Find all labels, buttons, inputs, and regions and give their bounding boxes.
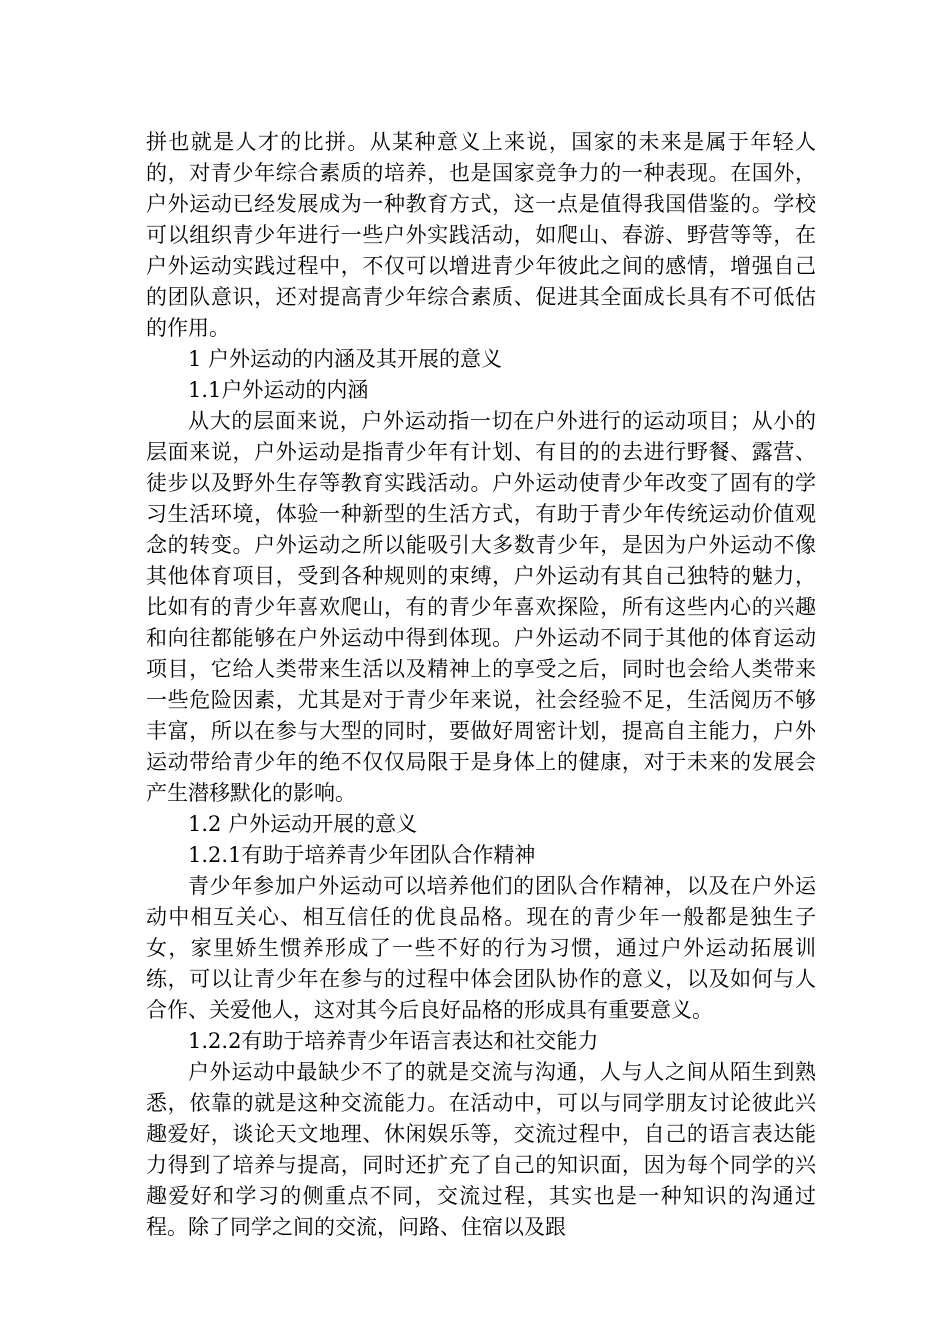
body-paragraph: 拼也就是人才的比拼。从某种意义上来说，国家的未来是属于年轻人的，对青少年综合素质的培养，也是国家竞争力的一种表现。在国外，户外运动已经发展成为一种教育方式，这一点是值得我国借鉴的。学校可以组织青少年进行一些户外实践活动，如爬山、春游、野营等等，在户外运动实践过程中，不仅可以增进青少年彼此之间的感情，增强自己的团队意识，还对提高青少年综合素质、促进其全面成长具有不可低估的作用。 [146, 130, 816, 340]
subsubsection-heading: 1.2.1有助于培养青少年团队合作精神 [188, 843, 536, 867]
subsection-heading: 1.1户外运动的内涵 [188, 378, 369, 402]
section-heading: 1 户外运动的内涵及其开展的意义 [188, 347, 503, 371]
subsection-heading: 1.2 户外运动开展的意义 [188, 812, 418, 836]
body-paragraph: 户外运动中最缺少不了的就是交流与沟通，人与人之间从陌生到熟悉，依靠的就是这种交流能力。在活动中，可以与同学朋友讨论彼此兴趣爱好，谈论天文地理、休闲娱乐等，交流过程中，自己的语言表达能力得到了培养与提高，同时还扩充了自己的知识面，因为每个同学的兴趣爱好和学习的侧重点不同，交流过程，其实也是一种知识的沟通过程。除了同学之间的交流，问路、住宿以及跟 [146, 1060, 816, 1239]
subsubsection-heading: 1.2.2有助于培养青少年语言表达和社交能力 [188, 1029, 599, 1053]
body-paragraph: 青少年参加户外运动可以培养他们的团队合作精神，以及在户外运动中相互关心、相互信任的优良品格。现在的青少年一般都是独生子女，家里娇生惯养形成了一些不好的行为习惯，通过户外运动拓展训练，可以让青少年在参与的过程中体会团队协作的意义，以及如何与人合作、关爱他人，这对其今后良好品格的形成具有重要意义。 [146, 874, 816, 1022]
document-page [146, 127, 816, 1243]
body-paragraph: 从大的层面来说，户外运动指一切在户外进行的运动项目；从小的层面来说，户外运动是指青少年有计划、有目的的去进行野餐、露营、徒步以及野外生存等教育实践活动。户外运动使青少年改变了固有的学习生活环境，体验一种新型的生活方式，有助于青少年传统运动价值观念的转变。户外运动之所以能吸引大多数青少年，是因为户外运动不像其他体育项目，受到各种规则的束缚，户外运动有其自己独特的魅力，比如有的青少年喜欢爬山，有的青少年喜欢探险，所有这些内心的兴趣和向往都能够在户外运动中得到体现。户外运动不同于其他的体育运动项目，它给人类带来生活以及精神上的享受之后，同时也会给人类带来一些危险因素，尤其是对于青少年来说，社会经验不足，生活阅历不够丰富，所以在参与大型的同时，要做好周密计划，提高自主能力，户外运动带给青少年的绝不仅仅局限于是身体上的健康，对于未来的发展会产生潜移默化的影响。 [146, 409, 816, 805]
